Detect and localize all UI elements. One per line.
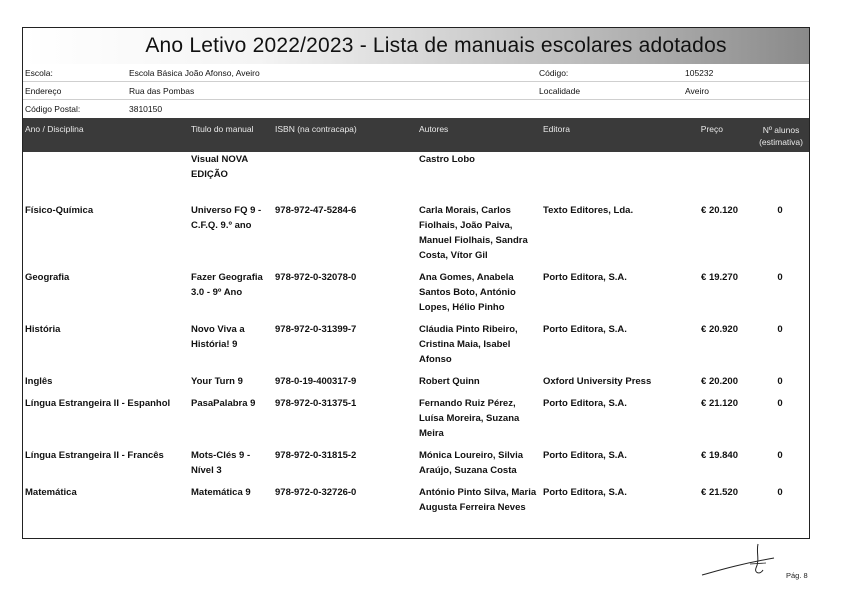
cell-isbn: 978-972-47-5284-6 (275, 205, 357, 216)
table-row (23, 152, 809, 203)
document-frame (22, 27, 810, 539)
header-isbn: ISBN (na contracapa) (275, 124, 357, 134)
cell-isbn: 978-0-19-400317-9 (275, 376, 357, 387)
cell-disciplina: Inglês (25, 376, 53, 387)
signature (700, 542, 780, 582)
cell-disciplina: Língua Estrangeira II - Espanhol (25, 398, 171, 409)
table-row (23, 374, 809, 396)
cell-titulo: Your Turn 9 (191, 376, 243, 387)
header-alunos-line1: Nº alunos (762, 125, 800, 135)
cell-disciplina: Língua Estrangeira II - Francês (25, 450, 164, 461)
escola-value: Escola Básica João Afonso, Aveiro (129, 68, 260, 78)
header-alunos-line2: (estimativa) (759, 137, 803, 147)
cell-preco: € 21.520 (701, 487, 738, 498)
cell-titulo: Mots-Clés 9 - Nível 3 (191, 450, 251, 476)
table-row (23, 396, 809, 448)
cell-titulo: PasaPalabra 9 (191, 398, 256, 409)
table-body (23, 152, 809, 537)
localidade-value: Aveiro (685, 86, 709, 96)
cell-disciplina: Geografia (25, 272, 70, 283)
cell-isbn: 978-972-0-32078-0 (275, 272, 357, 283)
postal-label: Código Postal: (25, 104, 81, 114)
header-editora: Editora (543, 124, 570, 134)
cell-alunos: 0 (777, 398, 783, 409)
cell-editora: Porto Editora, S.A. (543, 324, 627, 335)
page-number: Pág. 8 (786, 571, 808, 580)
table-row (23, 322, 809, 374)
info-row-escola (23, 64, 809, 82)
codigo-label: Código: (539, 68, 569, 78)
cell-titulo: Visual NOVA EDIÇÃO (191, 154, 248, 180)
cell-preco: € 21.120 (701, 398, 738, 409)
cell-autores: Castro Lobo (419, 154, 475, 165)
cell-titulo: Matemática 9 (191, 487, 251, 498)
cell-isbn: 978-972-0-31375-1 (275, 398, 357, 409)
endereco-label: Endereço (25, 86, 62, 96)
cell-autores: Mónica Loureiro, Silvia Araújo, Suzana Costa (419, 450, 523, 476)
school-info (23, 64, 809, 118)
postal-value: 3810150 (129, 104, 163, 114)
table-row (23, 203, 809, 270)
cell-preco: € 20.120 (701, 205, 738, 216)
header-autores: Autores (419, 124, 449, 134)
cell-autores: Carla Morais, Carlos Fiolhais, João Paiva, Manuel Fiolhais, Sandra Costa, Vítor Gil (419, 205, 528, 261)
cell-alunos: 0 (777, 450, 783, 461)
cell-titulo: Novo Viva a História! 9 (191, 324, 245, 350)
escola-label: Escola: (25, 68, 53, 78)
header-alunos (759, 124, 803, 148)
cell-disciplina: Físico-Química (25, 205, 94, 216)
cell-autores: Ana Gomes, Anabela Santos Boto, António Lopes, Hélio Pinho (419, 272, 516, 313)
table-row (23, 485, 809, 537)
cell-isbn: 978-972-0-31399-7 (275, 324, 357, 335)
cell-autores: António Pinto Silva, Maria Augusta Ferreira Neves (419, 487, 537, 513)
cell-titulo: Universo FQ 9 - C.F.Q. 9.º ano (191, 205, 262, 231)
cell-alunos: 0 (777, 272, 783, 283)
cell-editora: Porto Editora, S.A. (543, 487, 627, 498)
cell-alunos: 0 (777, 324, 783, 335)
cell-preco: € 20.200 (701, 376, 738, 387)
table-row (23, 448, 809, 485)
cell-editora: Oxford University Press (543, 376, 652, 387)
cell-preco: € 19.840 (701, 450, 738, 461)
cell-alunos: 0 (777, 487, 783, 498)
title-bar (23, 28, 809, 64)
header-preco: Preço (700, 124, 723, 134)
document-title: Ano Letivo 2022/2023 - Lista de manuais escolares adotados (145, 34, 727, 57)
cell-isbn: 978-972-0-31815-2 (275, 450, 357, 461)
cell-editora: Texto Editores, Lda. (543, 205, 634, 216)
cell-disciplina: História (25, 324, 61, 335)
cell-titulo: Fazer Geografia 3.0 - 9º Ano (191, 272, 263, 298)
cell-disciplina: Matemática (25, 487, 77, 498)
info-row-endereco (23, 82, 809, 100)
cell-isbn: 978-972-0-32726-0 (275, 487, 357, 498)
cell-preco: € 20.920 (701, 324, 738, 335)
cell-autores: Fernando Ruiz Pérez, Luísa Moreira, Suzana Meira (419, 398, 520, 439)
endereco-value: Rua das Pombas (129, 86, 195, 96)
info-row-postal (23, 100, 809, 118)
cell-editora: Porto Editora, S.A. (543, 398, 627, 409)
table-header (23, 118, 809, 152)
cell-autores: Cláudia Pinto Ribeiro, Cristina Maia, Isabel Afonso (419, 324, 518, 365)
localidade-label: Localidade (539, 86, 581, 96)
table-row (23, 270, 809, 322)
cell-preco: € 19.270 (701, 272, 738, 283)
cell-autores: Robert Quinn (419, 376, 480, 387)
codigo-value: 105232 (685, 68, 714, 78)
cell-alunos: 0 (777, 376, 783, 387)
cell-editora: Porto Editora, S.A. (543, 272, 627, 283)
header-disciplina: Ano / Disciplina (25, 124, 84, 134)
cell-editora: Porto Editora, S.A. (543, 450, 627, 461)
cell-alunos: 0 (777, 205, 783, 216)
header-titulo: Titulo do manual (191, 124, 254, 134)
